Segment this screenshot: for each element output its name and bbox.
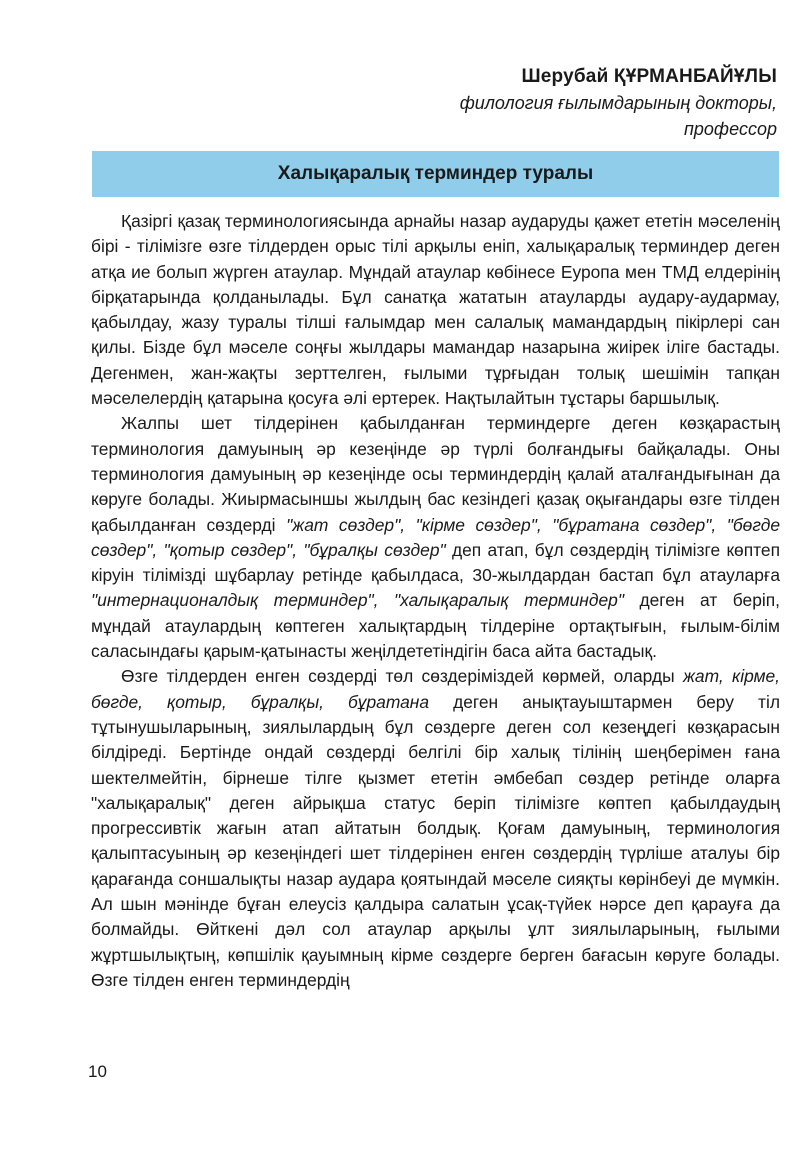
- paragraph-3: [91, 664, 780, 993]
- author-rank: профессор: [684, 119, 777, 139]
- paragraph-text: деген ат беріп, мұндай атаулардың көптеген халықтардың тілдеріне ортақтығын, ғылым-білім саласындағы қарым-қатынасты жеңілдететіндігін баса айта бастадық.: [91, 590, 780, 662]
- paragraph-text: Жалпы шет тілдерінен қабылданған терминдерге деген көзқарастың терминология дамуының әр кезеңінде әр түрлі болғандығы байқалады. Оны терминология дамуының әр кезеңінде осы терминдердің қалай аталғандығынан да көруге болады. Жиырмасыншы жылдың бас кезіндегі қазақ оқығандары өзге тілден қабылданған сөздерді: [91, 413, 780, 535]
- paragraph-text: деген анықтауыштармен беру тіл тұтынушыларының, зиялылардың бұл сөздерге деген сол кезеңдегі көзқарасын білдіреді. Бертінде ондай сөздерді белгілі бір халық тілінің шеңберімен ғана шектелмейтін, бірнеше тілге қызмет ететін әмбебап сөздер ретінде оларға "халықаралық" деген айрықша статус беріп тілімізге көптеп қабылдаудың прогрессивтік жағын атап айтатын болдық. Қоғам дамуының, терминология қалыптасуының әр кезеңіндегі шет тілдерінен енген сөздердің түрліше аталуы бір қарағанда соншалықты назар аудара қоятындай мәселе сияқты көрінбеуі де мүмкін. Ал шын мәнінде бұған елеусіз қалдыра салатын ұсақ-түйек нәрсе деп қарауға да болмайды. Өйткені дәл сол атаулар арқылы ұлт зиялыларының, ғылыми жұртшылықтың, көпшілік қауымның кірме сөздерге берген бағасын көруге болады. Өзге тілден енген терминдердің: [91, 691, 780, 990]
- italic-terms: "интернационалдық терминдер", "халықаралық терминдер": [91, 590, 624, 611]
- page-number: 10: [88, 1062, 107, 1081]
- italic-terms: "жат сөздер", "кірме сөздер", "бұратана сөздер", "бөгде сөздер", "қотыр сөздер", "бұралқы сөздер": [91, 514, 781, 560]
- author-name: Шерубай ҚҰРМАНБАЙҰЛЫ: [521, 66, 777, 87]
- paragraph-text: деп атап, бұл сөздердің тілімізге көптеп кіруін тілімізді шұбарлау ретінде қабылдаса, 30-жылдардан бастап бұл атауларға: [91, 539, 780, 586]
- paragraph-text: Қазіргі қазақ терминологиясында арнайы назар аударуды қажет ететін мәселенің бірі - тілімізге өзге тілдерден орыс тілі арқылы еніп, халықаралық терминдер деген атқа ие болып жүрген атаулар. Мұндай атаулар көбінесе Еуропа мен ТМД елдерінің бірқатарында қолданылады. Бұл санатқа жататын атауларды аудару-аудармау, қабылдау, жазу туралы тілші ғалымдар мен салалық мамандардың пікірлері сан қилы. Бізде бұл мәселе соңғы жылдары мамандар назарына жиірек іліге бастады. Дегенмен, жан-жақты зерттелген, ғылыми тұрғыдан толық шешімін тапқан мәселелердің қатарына қосуға әлі ертерек. Нақтылайтын тұстары баршылық.: [91, 211, 780, 409]
- article-title-banner: [92, 151, 779, 197]
- italic-terms: жат, кірме, бөгде, қотыр, бұралқы, бұратана: [91, 666, 780, 712]
- paragraph-2: [91, 411, 780, 664]
- author-degree: филология ғылымдарының докторы,: [459, 93, 777, 113]
- article-title: Халықаралық терминдер туралы: [277, 163, 594, 184]
- author-block: [460, 64, 777, 142]
- paragraph-1: [91, 209, 780, 411]
- paragraph-text: Өзге тілдерден енген сөздерді төл сөздеріміздей көрмей, оларды: [121, 666, 683, 687]
- article-body: [91, 209, 780, 993]
